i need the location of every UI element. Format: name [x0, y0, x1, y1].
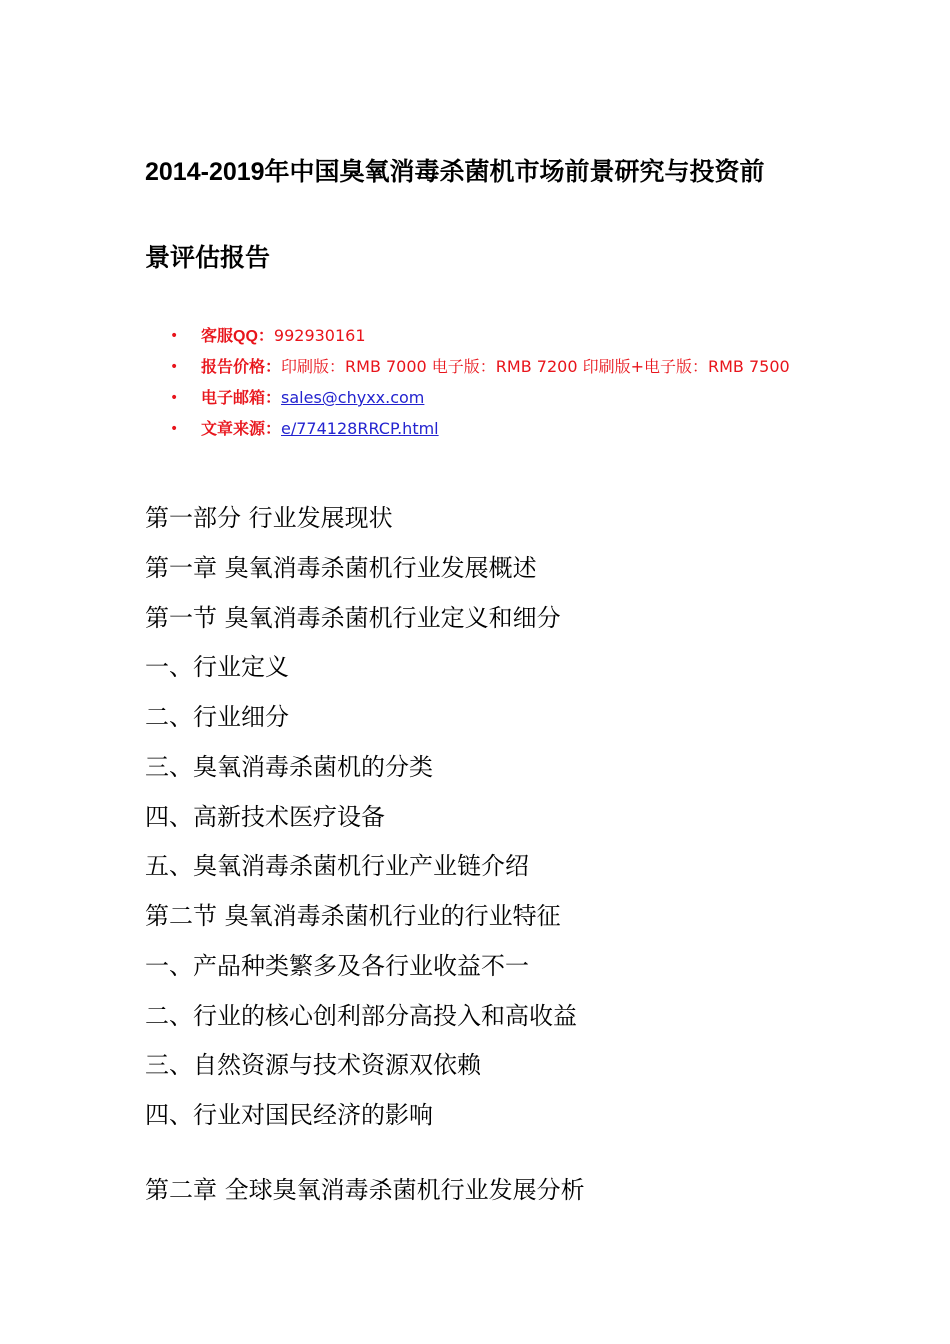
toc-section-1-1: 第一节 臭氧消毒杀菌机行业定义和细分: [145, 604, 561, 632]
toc-item-1-1-3: 三、臭氧消毒杀菌机的分类: [145, 753, 433, 781]
report-title-line-1: 2014-2019年中国臭氧消毒杀菌机市场前景研究与投资前: [145, 158, 765, 186]
info-item-source: [170, 417, 810, 442]
report-info-list: [170, 324, 810, 448]
toc-section-1-2: 第二节 臭氧消毒杀菌机行业的行业特征: [145, 902, 561, 930]
toc-item-1-1-1: 一、行业定义: [145, 653, 289, 681]
qq-value: 992930161: [273, 326, 366, 345]
email-link[interactable]: sales@chyxx.com: [281, 388, 425, 407]
toc-item-1-1-2: 二、行业细分: [145, 703, 289, 731]
price-value: 印刷版：RMB 7000 电子版：RMB 7200 印刷版+电子版：RMB 7500: [281, 357, 790, 376]
toc-item-1-2-4: 四、行业对国民经济的影响: [145, 1101, 433, 1129]
report-title-line-2: 景评估报告: [145, 244, 271, 272]
bullet-icon: •: [170, 390, 179, 406]
info-item-qq: [170, 324, 810, 349]
toc-item-1-2-3: 三、自然资源与技术资源双依赖: [145, 1051, 481, 1079]
toc-part-1: 第一部分 行业发展现状: [145, 504, 393, 532]
toc-item-1-2-1: 一、产品种类繁多及各行业收益不一: [145, 952, 529, 980]
info-item-email: [170, 386, 810, 411]
bullet-icon: •: [170, 421, 179, 437]
toc-chapter-2: 第二章 全球臭氧消毒杀菌机行业发展分析: [145, 1176, 585, 1204]
email-label: 电子邮箱：: [201, 390, 282, 407]
info-item-price: [170, 355, 810, 380]
bullet-icon: •: [170, 359, 179, 375]
toc-chapter-1: 第一章 臭氧消毒杀菌机行业发展概述: [145, 554, 537, 582]
toc-item-1-2-2: 二、行业的核心创利部分高投入和高收益: [145, 1002, 577, 1030]
source-label: 文章来源：: [201, 421, 282, 438]
toc-item-1-1-4: 四、高新技术医疗设备: [145, 803, 385, 831]
qq-label: 客服QQ：: [201, 328, 274, 345]
price-label: 报告价格：: [201, 359, 282, 376]
toc-item-1-1-5: 五、臭氧消毒杀菌机行业产业链介绍: [145, 852, 529, 880]
source-link[interactable]: e/774128RRCP.html: [281, 419, 439, 438]
bullet-icon: •: [170, 328, 179, 344]
